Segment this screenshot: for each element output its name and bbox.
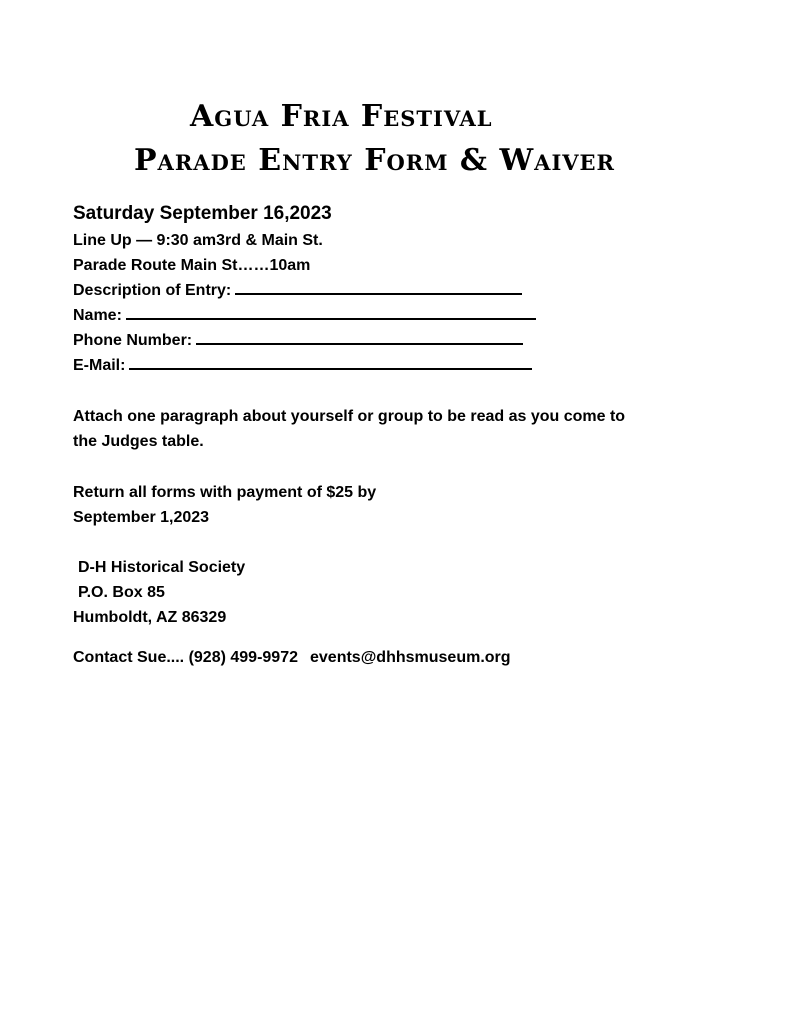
description-field-row: [73, 279, 522, 303]
event-date: Saturday September 16,2023: [73, 203, 332, 224]
attach-line-1: Attach one paragraph about yourself or group to be read as you come to: [73, 408, 626, 425]
name-blank[interactable]: [126, 304, 536, 320]
phone-field-row: [73, 329, 523, 353]
address-box: P.O. Box 85: [78, 584, 165, 601]
address-city: Humboldt, AZ 86329: [73, 609, 227, 626]
attach-instructions: [73, 404, 625, 454]
contact-phone: (928) 499-9972: [188, 649, 298, 666]
phone-blank[interactable]: [196, 329, 523, 345]
email-field-row: [73, 354, 532, 378]
phone-label: Phone Number:: [73, 332, 193, 349]
description-label: Description of Entry:: [73, 282, 232, 299]
parade-route-info: Parade Route Main St……10am: [73, 257, 311, 274]
name-field-row: [73, 304, 536, 328]
mailing-address: [73, 555, 245, 630]
contact-label: Contact Sue....: [73, 649, 185, 666]
contact-line: [73, 645, 511, 670]
return-line-2: September 1,2023: [73, 509, 210, 526]
name-label: Name:: [73, 307, 122, 324]
lineup-info: Line Up — 9:30 am3rd & Main St.: [73, 232, 323, 249]
address-org: D-H Historical Society: [78, 559, 246, 576]
contact-email: events@dhhsmuseum.org: [310, 649, 511, 666]
description-blank[interactable]: [235, 279, 522, 295]
attach-line-2: the Judges table.: [73, 433, 204, 450]
email-blank[interactable]: [129, 354, 532, 370]
title-line-1: Agua Fria Festival: [190, 99, 493, 134]
return-line-1: Return all forms with payment of $25 by: [73, 484, 377, 501]
email-label: E-Mail:: [73, 357, 126, 374]
title-line-2: Parade Entry Form & Waiver: [134, 143, 616, 178]
return-instructions: [73, 480, 376, 530]
